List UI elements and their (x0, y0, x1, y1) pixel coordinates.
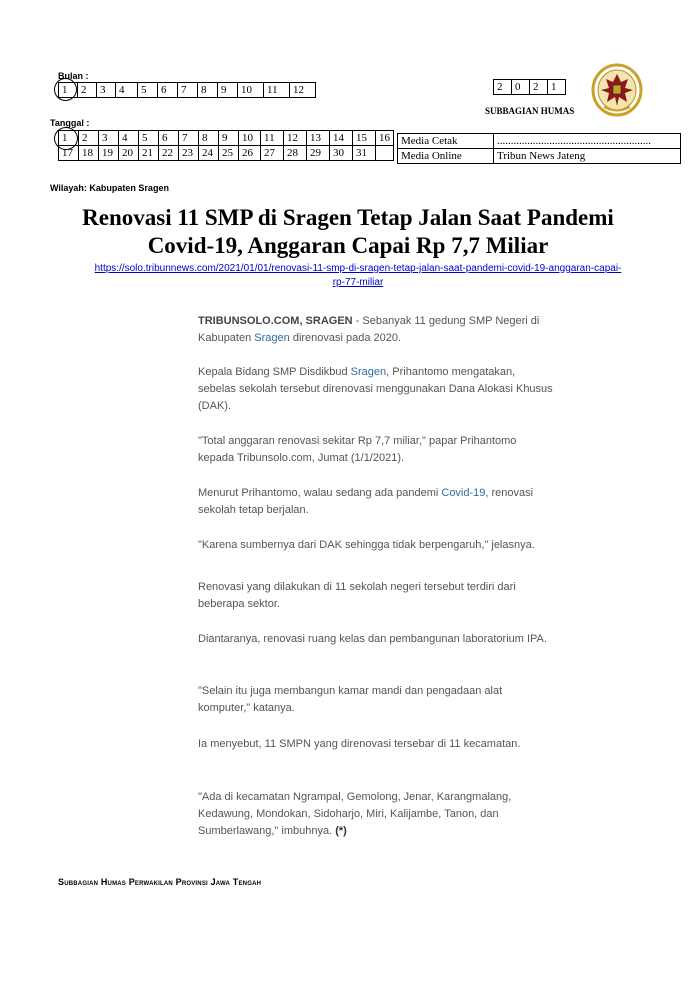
day-cell: 14 (330, 131, 353, 146)
day-cell: 5 (139, 131, 159, 146)
tanggal-label: Tanggal : (50, 118, 90, 128)
media-online-label: Media Online (398, 149, 494, 164)
month-cell: 3 (97, 83, 116, 98)
day-cell: 9 (219, 131, 239, 146)
covid19-link[interactable]: Covid-19 (441, 487, 486, 499)
year-digit-cell: 1 (548, 80, 566, 95)
article-paragraph-2: Kepala Bidang SMP Disdikbud Sragen, Prihantomo mengatakan, sebelas sekolah tersebut direnovasi menggunakan Dana Alokasi Khusus (DAK). (198, 366, 553, 412)
month-cell: 1 (59, 83, 78, 98)
article-paragraph-9: Ia menyebut, 11 SMPN yang direnovasi tersebar di 11 kecamatan. (198, 738, 521, 750)
month-grid (58, 82, 316, 98)
year-digit-cell: 2 (494, 80, 512, 95)
year-grid (493, 79, 566, 95)
article-title-line2: Covid-19, Anggaran Capai Rp 7,7 Miliar (147, 233, 549, 258)
garuda-emblem-icon (590, 62, 644, 118)
day-cell: 11 (261, 131, 284, 146)
month-cell: 2 (78, 83, 97, 98)
year-digit-cell: 0 (512, 80, 530, 95)
subbagian-humas-label: SUBBAGIAN HUMAS (485, 106, 575, 116)
article-paragraph-10: "Ada di kecamatan Ngrampal, Gemolong, Jenar, Karangmalang, Kedawung, Mondokan, Sidoharjo, Miri, Kalijambe, Tanon, dan Sumberlawang," imbuhnya. (*) (198, 791, 512, 837)
day-cell: 20 (119, 146, 139, 161)
article-paragraph-5: "Karena sumbernya dari DAK sehingga tidak berpengaruh," jelasnya. (198, 539, 535, 551)
month-cell: 12 (290, 83, 316, 98)
media-cetak-value: ........................................................ (494, 134, 681, 149)
day-cell: 8 (199, 131, 219, 146)
day-cell: 13 (307, 131, 330, 146)
day-cell: 28 (284, 146, 307, 161)
day-cell: 17 (59, 146, 79, 161)
day-cell: 21 (139, 146, 159, 161)
day-cell: 31 (353, 146, 376, 161)
year-digit-cell: 2 (530, 80, 548, 95)
day-cell: 19 (99, 146, 119, 161)
day-cell: 2 (79, 131, 99, 146)
article-paragraph-4: Menurut Prihantomo, walau sedang ada pandemi Covid-19, renovasi sekolah tetap berjalan. (198, 487, 534, 516)
article-title (0, 204, 696, 260)
day-cell: 1 (59, 131, 79, 146)
day-cell: 12 (284, 131, 307, 146)
month-cell: 9 (218, 83, 238, 98)
article-paragraph-3: "Total anggaran renovasi sekitar Rp 7,7 miliar," papar Prihantomo kepada Tribunsolo.com, Jumat (1/1/2021). (198, 435, 517, 464)
day-cell: 24 (199, 146, 219, 161)
dateline: TRIBUNSOLO.COM, SRAGEN (198, 315, 353, 327)
article-paragraph-6: Renovasi yang dilakukan di 11 sekolah negeri tersebut terdiri dari beberapa sektor. (198, 581, 516, 610)
article-paragraph-7: Diantaranya, renovasi ruang kelas dan pembangunan laboratorium IPA. (198, 633, 547, 645)
day-cell: 4 (119, 131, 139, 146)
footer-org: Subbagian Humas Perwakilan Provinsi Jawa Tengah (58, 877, 262, 887)
sragen-link[interactable]: Sragen (254, 332, 290, 344)
end-mark: (*) (335, 825, 347, 837)
article-paragraph-1: TRIBUNSOLO.COM, SRAGEN - Sebanyak 11 gedung SMP Negeri di Kabupaten Sragen direnovasi pada 2020. (198, 315, 540, 344)
selected-day-circle (54, 127, 78, 150)
media-cetak-label: Media Cetak (398, 134, 494, 149)
article-paragraph-8: "Selain itu juga membangun kamar mandi dan pengadaan alat komputer," katanya. (198, 685, 503, 714)
day-cell: 3 (99, 131, 119, 146)
month-cell: 5 (138, 83, 158, 98)
media-table (397, 133, 681, 164)
day-cell: 10 (239, 131, 261, 146)
day-cell: 6 (159, 131, 179, 146)
wilayah-label: Wilayah: Kabupaten Sragen (50, 183, 169, 193)
month-cell: 8 (198, 83, 218, 98)
day-cell: 25 (219, 146, 239, 161)
day-cell: 16 (376, 131, 394, 146)
bulan-label: Bulan : (58, 71, 89, 81)
article-url-line1[interactable]: https://solo.tribunnews.com/2021/01/01/renovasi-11-smp-di-sragen-tetap-jalan-saat-pandemi-covid-19-anggaran-capai- (94, 263, 622, 274)
month-cell: 11 (264, 83, 290, 98)
sragen-link[interactable]: Sragen (350, 366, 387, 378)
media-online-value: Tribun News Jateng (494, 149, 681, 164)
month-cell: 4 (116, 83, 138, 98)
day-grid (58, 130, 394, 161)
month-cell: 6 (158, 83, 178, 98)
article-url-link[interactable] (20, 262, 696, 290)
day-cell: 15 (353, 131, 376, 146)
day-cell: 7 (179, 131, 199, 146)
month-cell: 10 (238, 83, 264, 98)
day-cell: 30 (330, 146, 353, 161)
day-cell: 26 (239, 146, 261, 161)
selected-month-circle (54, 78, 77, 101)
article-title-line1: Renovasi 11 SMP di Sragen Tetap Jalan Saat Pandemi (82, 205, 614, 230)
article-url-line2[interactable]: rp-77-miliar (332, 277, 384, 288)
day-cell: 27 (261, 146, 284, 161)
day-cell: 23 (179, 146, 199, 161)
day-cell (376, 146, 394, 161)
month-cell: 7 (178, 83, 198, 98)
day-cell: 22 (159, 146, 179, 161)
day-cell: 29 (307, 146, 330, 161)
day-cell: 18 (79, 146, 99, 161)
